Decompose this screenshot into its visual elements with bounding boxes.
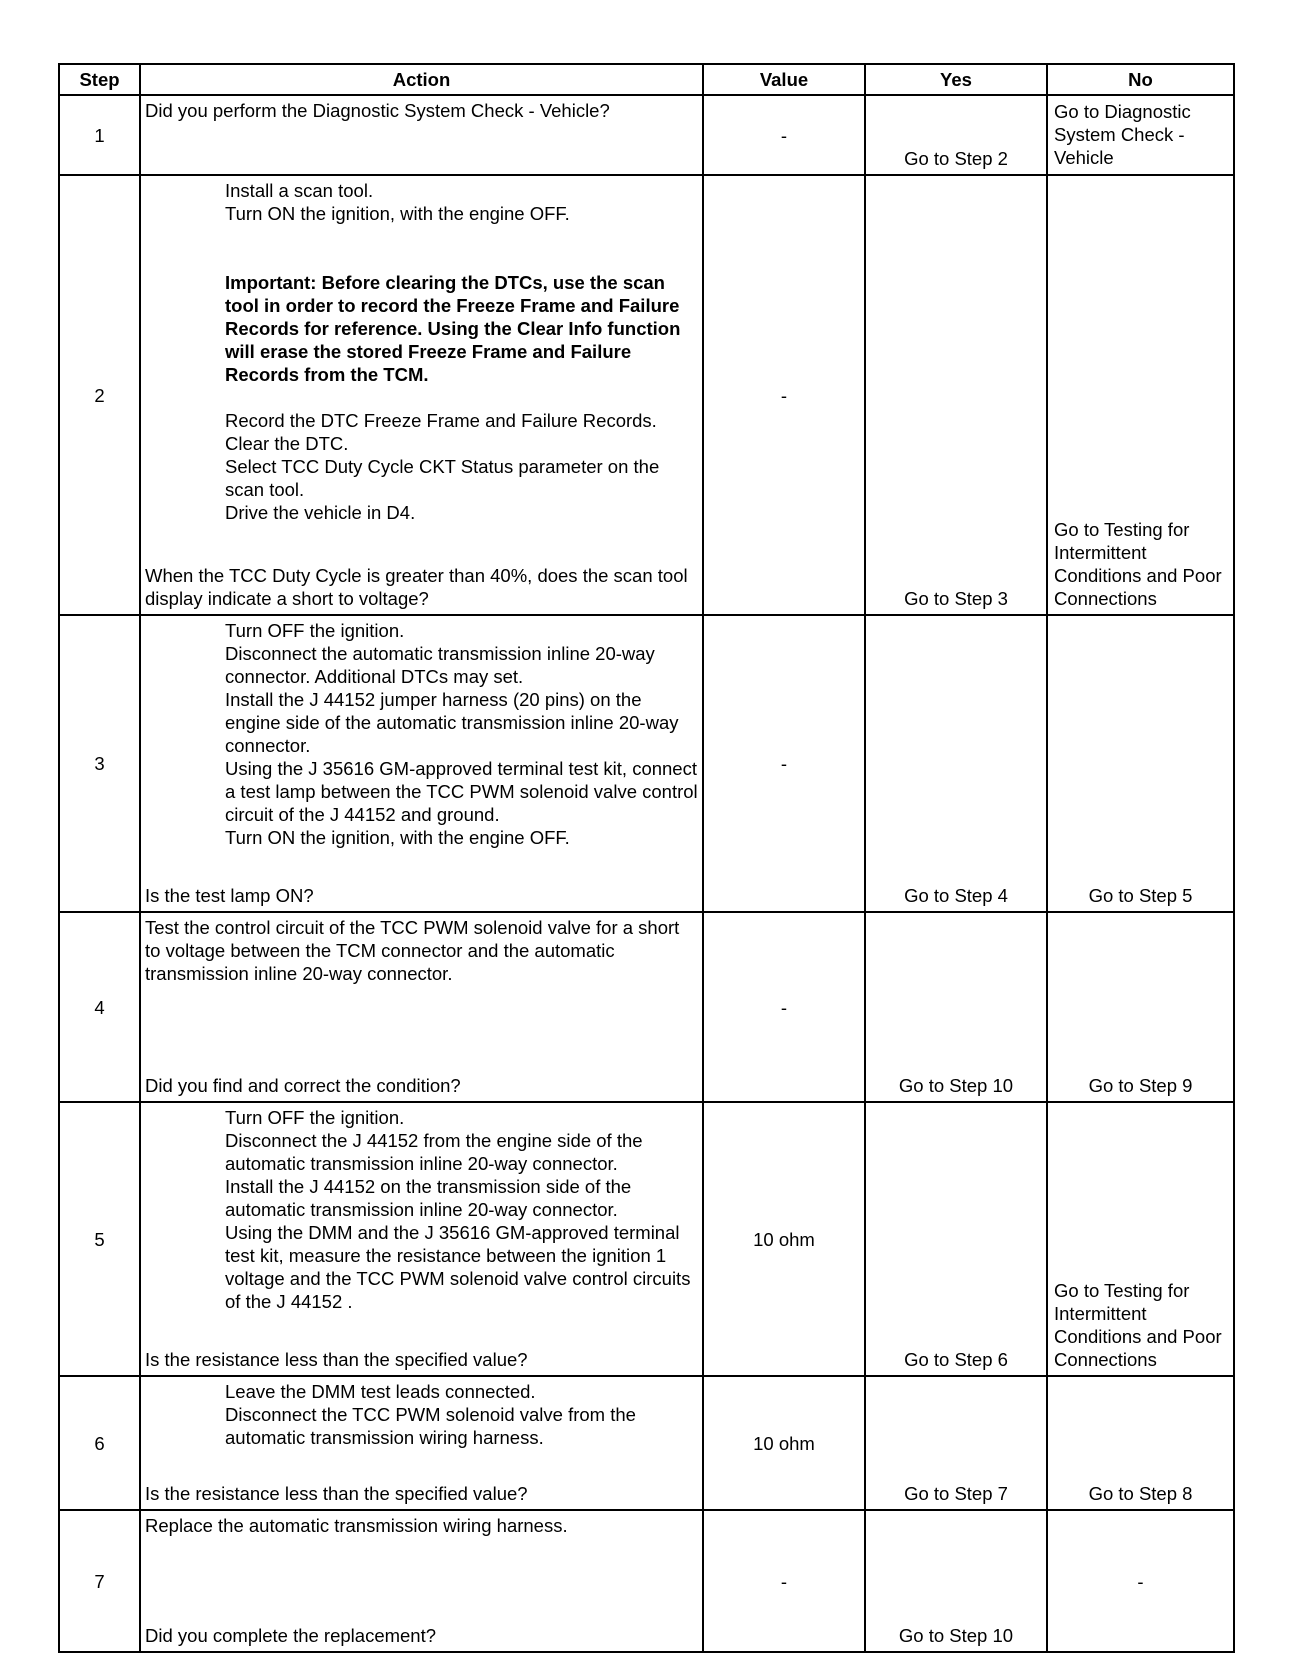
value-cell: 10 ohm (703, 1376, 865, 1510)
instruction-line: Disconnect the J 44152 from the engine side of the automatic transmission inline 20-way connector. (225, 1130, 643, 1174)
header-action: Action (140, 64, 703, 95)
table-row (59, 615, 1234, 912)
table-row (59, 175, 1234, 615)
action-question: Is the resistance less than the specified value? (145, 1349, 528, 1370)
no-cell: Go to Diagnostic System Check - Vehicle (1047, 95, 1234, 175)
action-question: Did you find and correct the condition? (145, 1075, 461, 1096)
no-cell: Go to Testing for Intermittent Conditions and Poor Connections (1047, 1102, 1234, 1376)
instruction-line: Leave the DMM test leads connected. (225, 1381, 536, 1402)
instruction-line: Turn ON the ignition, with the engine OFF. (225, 827, 570, 848)
step-number: 2 (59, 175, 140, 615)
action-question: Did you perform the Diagnostic System Check - Vehicle? (145, 100, 610, 121)
action-cell (140, 95, 703, 175)
action-question: Did you complete the replacement? (145, 1625, 437, 1646)
no-cell: Go to Testing for Intermittent Conditions and Poor Connections (1047, 175, 1234, 615)
yes-cell: Go to Step 4 (865, 615, 1047, 912)
instruction-line: Using the DMM and the J 35616 GM-approved terminal test kit, measure the resistance between the ignition 1 voltage and the TCC PWM solenoid valve control circuits of the J 44152 . (225, 1222, 691, 1312)
action-question: Is the resistance less than the specified value? (145, 1483, 528, 1504)
action-cell (140, 1376, 703, 1510)
yes-cell: Go to Step 10 (865, 912, 1047, 1102)
instruction-line: Turn ON the ignition, with the engine OFF. (225, 203, 570, 224)
value-cell: - (703, 912, 865, 1102)
instruction-line: Clear the DTC. (225, 433, 349, 454)
action-text: Replace the automatic transmission wiring harness. (145, 1515, 568, 1536)
instruction-line: Disconnect the automatic transmission inline 20-way connector. Additional DTCs may set. (225, 643, 655, 687)
step-number: 1 (59, 95, 140, 175)
important-note: Important: Before clearing the DTCs, use the scan tool in order to record the Freeze Frame and Failure Records for reference. Using the Clear Info function will erase the stored Freeze Frame and Failure Records from the TCM. (225, 272, 681, 385)
value-cell: - (703, 175, 865, 615)
no-cell: Go to Step 5 (1047, 615, 1234, 912)
yes-cell: Go to Step 10 (865, 1510, 1047, 1652)
yes-cell: Go to Step 2 (865, 95, 1047, 175)
yes-cell: Go to Step 7 (865, 1376, 1047, 1510)
action-cell (140, 912, 703, 1102)
instruction-line: Install the J 44152 on the transmission side of the automatic transmission inline 20-way connector. (225, 1176, 632, 1220)
instruction-line: Using the J 35616 GM-approved terminal test kit, connect a test lamp between the TCC PWM solenoid valve control circuit of the J 44152 and ground. (225, 758, 698, 825)
instruction-line: Select TCC Duty Cycle CKT Status parameter on the scan tool. (225, 456, 660, 500)
value-cell: 10 ohm (703, 1102, 865, 1376)
header-step: Step (59, 64, 140, 95)
action-question: When the TCC Duty Cycle is greater than 40%, does the scan tool display indicate a short to voltage? (145, 565, 688, 609)
no-cell: Go to Step 8 (1047, 1376, 1234, 1510)
header-value: Value (703, 64, 865, 95)
action-question: Is the test lamp ON? (145, 885, 314, 906)
table-row (59, 1510, 1234, 1652)
step-number: 7 (59, 1510, 140, 1652)
instruction-line: Install the J 44152 jumper harness (20 pins) on the engine side of the automatic transmission inline 20-way connector. (225, 689, 679, 756)
step-number: 6 (59, 1376, 140, 1510)
action-cell (140, 175, 703, 615)
diagnostic-table (58, 63, 1235, 1653)
step-number: 3 (59, 615, 140, 912)
instruction-line: Turn OFF the ignition. (225, 620, 405, 641)
table-row (59, 1102, 1234, 1376)
no-cell: - (1047, 1510, 1234, 1652)
header-no: No (1047, 64, 1234, 95)
value-cell: - (703, 95, 865, 175)
step-number: 4 (59, 912, 140, 1102)
yes-cell: Go to Step 6 (865, 1102, 1047, 1376)
instruction-line: Install a scan tool. (225, 180, 374, 201)
instruction-line: Turn OFF the ignition. (225, 1107, 405, 1128)
instruction-line: Record the DTC Freeze Frame and Failure Records. (225, 410, 657, 431)
yes-cell: Go to Step 3 (865, 175, 1047, 615)
action-text: Test the control circuit of the TCC PWM solenoid valve for a short to voltage between the TCM connector and the automatic transmission inline 20-way connector. (145, 917, 680, 984)
action-cell (140, 615, 703, 912)
value-cell: - (703, 1510, 865, 1652)
header-row (59, 64, 1234, 95)
value-cell: - (703, 615, 865, 912)
header-yes: Yes (865, 64, 1047, 95)
step-number: 5 (59, 1102, 140, 1376)
table-row (59, 1376, 1234, 1510)
table-row (59, 912, 1234, 1102)
no-cell: Go to Step 9 (1047, 912, 1234, 1102)
action-cell (140, 1510, 703, 1652)
instruction-line: Drive the vehicle in D4. (225, 502, 416, 523)
action-cell (140, 1102, 703, 1376)
table-row (59, 95, 1234, 175)
instruction-line: Disconnect the TCC PWM solenoid valve from the automatic transmission wiring harness. (225, 1404, 636, 1448)
